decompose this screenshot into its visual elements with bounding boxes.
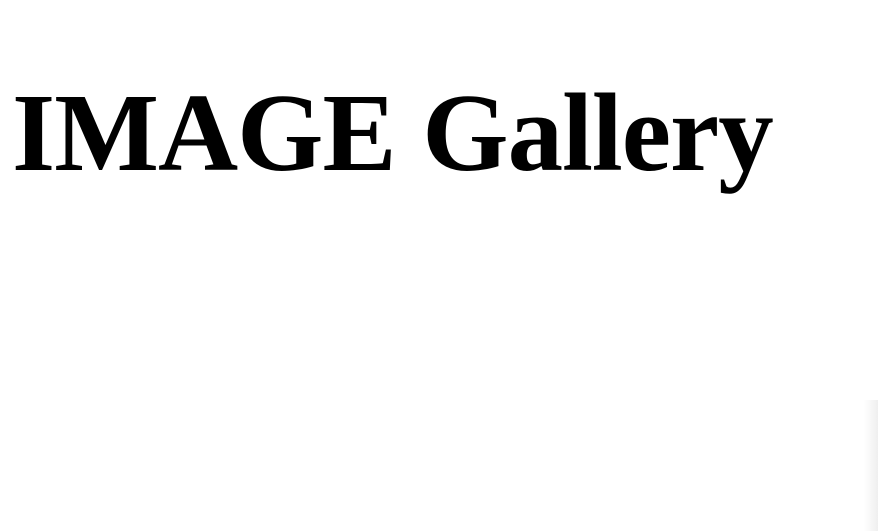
page-title: IMAGE Gallery	[12, 72, 773, 195]
window-edge-shadow	[864, 400, 878, 531]
